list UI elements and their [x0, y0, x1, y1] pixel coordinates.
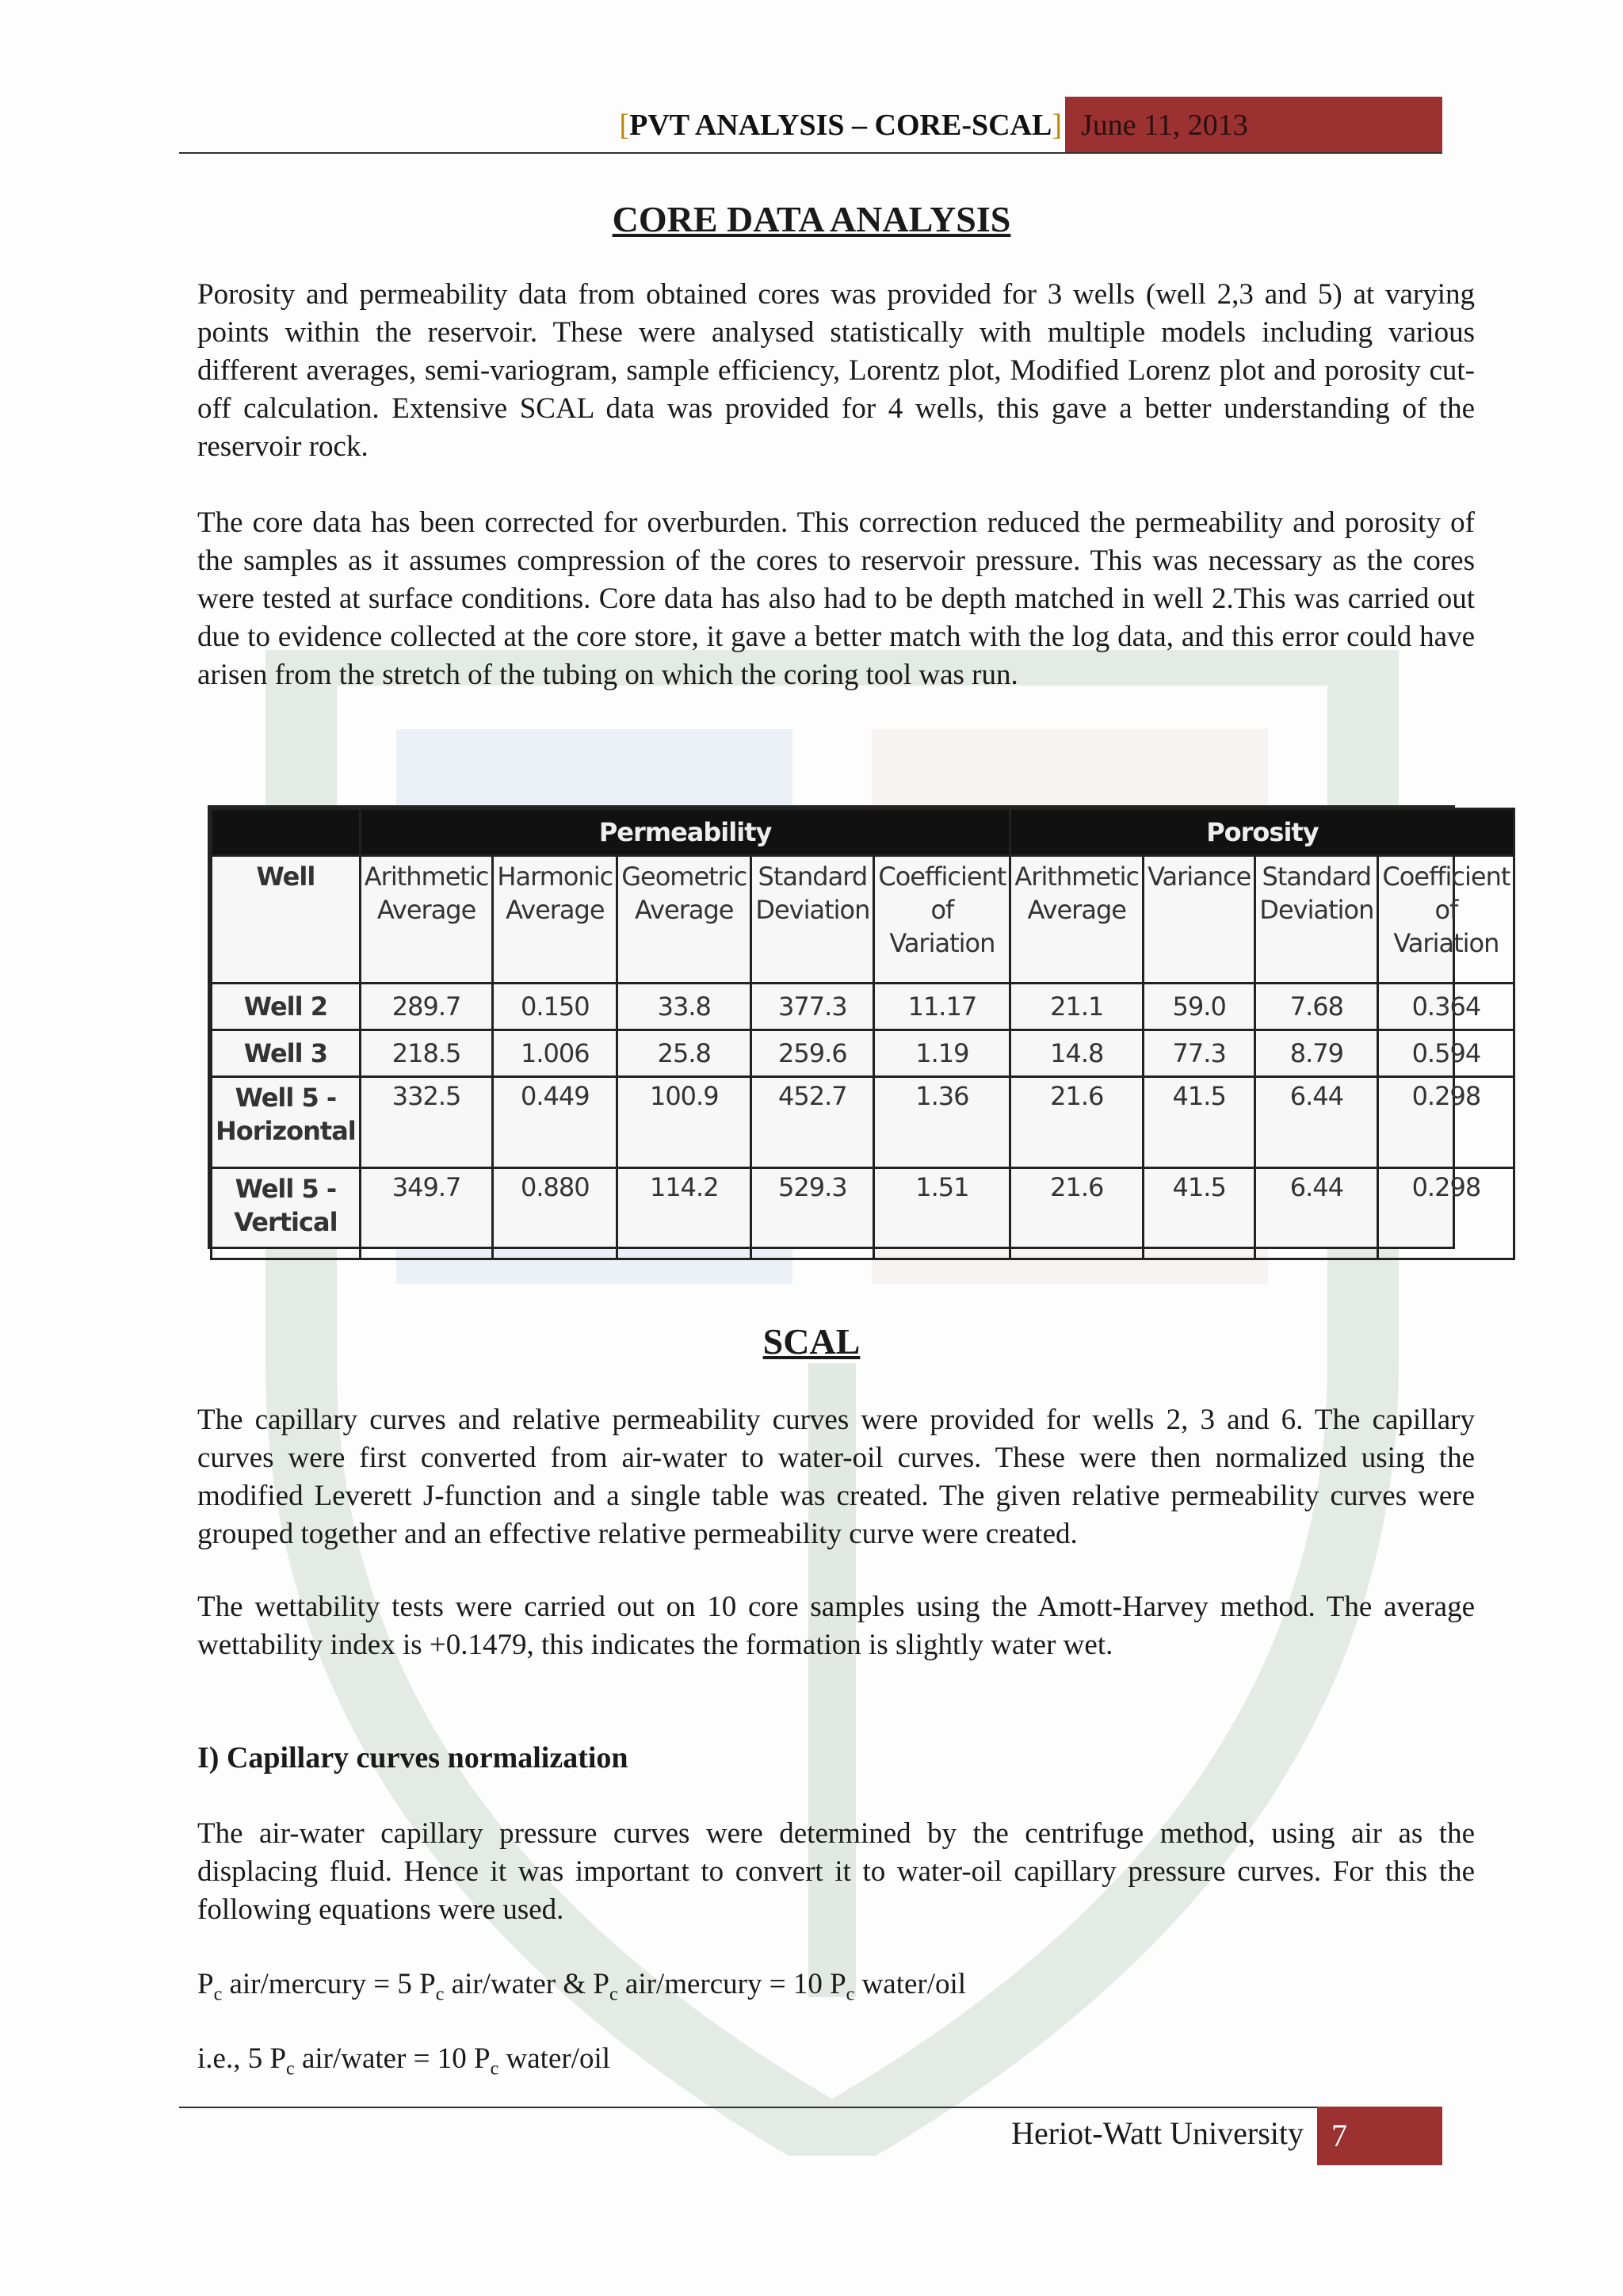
- table-cell: 289.7: [360, 984, 493, 1030]
- table-cell: 0.449: [493, 1077, 617, 1168]
- table-cell: 6.44: [1255, 1077, 1378, 1168]
- paragraph-wettability: The wettability tests were carried out on 10 core samples using the Amott-Harvey method. The average wettability index is +0.1479, this indicates the formation is slightly water wet.: [197, 1591, 1475, 1661]
- row-well-label: Well 2: [212, 984, 361, 1030]
- table-cell: 8.79: [1255, 1030, 1378, 1077]
- table-cell: 33.8: [617, 984, 751, 1030]
- table-cell: 0.298: [1378, 1168, 1514, 1259]
- table-cell: 41.5: [1144, 1168, 1255, 1259]
- table-cell: 259.6: [751, 1030, 874, 1077]
- table-cell: 1.19: [874, 1030, 1010, 1077]
- table-cell: 0.594: [1378, 1030, 1514, 1077]
- table-row: [212, 1030, 1514, 1077]
- header-date: June 11, 2013: [1065, 97, 1442, 154]
- table-cell: 7.68: [1255, 984, 1378, 1030]
- table-cell: 529.3: [751, 1168, 874, 1259]
- column-header: Arithmetic Average: [1010, 856, 1144, 984]
- table-cell: 0.298: [1378, 1077, 1514, 1168]
- row-well-label: Well 3: [212, 1030, 361, 1077]
- table-cell: 41.5: [1144, 1077, 1255, 1168]
- table-cell: 14.8: [1010, 1030, 1144, 1077]
- table-cell: 0.364: [1378, 984, 1514, 1030]
- equation-mercury-relation: $P_c$ air/mercury = 5 $P_c$ air/water & $P_c$ air/mercury = 10 $P_c$ water/oil: [197, 1968, 967, 2005]
- group-header-porosity: Porosity: [1010, 809, 1514, 856]
- core-statistics-table: [208, 805, 1510, 1249]
- table-row: [212, 1168, 1514, 1259]
- column-header: Variance: [1144, 856, 1255, 984]
- row-well-label: Well 5 - Vertical: [212, 1168, 361, 1259]
- column-header: Standard Deviation: [1255, 856, 1378, 984]
- footer-university: Heriot-Watt University: [1011, 2115, 1304, 2151]
- footer-divider: [179, 2107, 1442, 2108]
- table-cell: 100.9: [617, 1077, 751, 1168]
- paragraph-capillary-conversion: The air-water capillary pressure curves were determined by the centrifuge method, using air as the displacing fluid. Hence it was important to convert it to water-oil capillary pressure curves. For this the following equations were used.: [197, 1817, 1475, 1926]
- table-cell: 59.0: [1144, 984, 1255, 1030]
- group-header-permeability: Permeability: [360, 809, 1010, 856]
- table-cell: 77.3: [1144, 1030, 1255, 1077]
- table-cell: 1.006: [493, 1030, 617, 1077]
- table-cell: 452.7: [751, 1077, 874, 1168]
- table-cell: 11.17: [874, 984, 1010, 1030]
- page-number: 7: [1317, 2107, 1442, 2165]
- table-row: [212, 1077, 1514, 1168]
- table-cell: 114.2: [617, 1168, 751, 1259]
- header-divider: [179, 152, 1442, 154]
- section-title-scal: SCAL: [762, 1321, 861, 1362]
- column-header: Coefficient of Variation: [874, 856, 1010, 984]
- table-cell: 377.3: [751, 984, 874, 1030]
- paragraph-scal-curves: The capillary curves and relative permeability curves were provided for wells 2, 3 and 6. The capillary curves were first converted from air-water to water-oil curves. These were then normalized using the modified Leverett J-function and a single table was created. The given relative permeability curves were grouped together and an effective relative permeability curve were created.: [197, 1404, 1475, 1550]
- column-header: Geometric Average: [617, 856, 751, 984]
- table-cell: 349.7: [360, 1168, 493, 1259]
- table-cell: 1.36: [874, 1077, 1010, 1168]
- table-cell: 21.1: [1010, 984, 1144, 1030]
- table-cell: 0.150: [493, 984, 617, 1030]
- paragraph-core-correction: The core data has been corrected for overburden. This correction reduced the permeability and porosity of the samples as it assumes compression of the cores to reservoir pressure. This was necessary as the cores were tested at surface conditions. Core data has also had to be depth matched in well 2.This was carried out due to evidence collected at the core store, it gave a better match with the log data, and this error could have arisen from the stretch of the tubing on which the coring tool was run.: [197, 506, 1475, 691]
- subheading-capillary-normalization: I) Capillary curves normalization: [197, 1741, 628, 1775]
- table-cell: 25.8: [617, 1030, 751, 1077]
- column-header: Arithmetic Average: [360, 856, 493, 984]
- row-well-label: Well 5 - Horizontal: [212, 1077, 361, 1168]
- table-cell: 21.6: [1010, 1168, 1144, 1259]
- table-cell: 218.5: [360, 1030, 493, 1077]
- column-header: Harmonic Average: [493, 856, 617, 984]
- column-header: Coefficient of Variation: [1378, 856, 1514, 984]
- table-cell: 21.6: [1010, 1077, 1144, 1168]
- column-header: Well: [212, 856, 361, 984]
- column-header: Standard Deviation: [751, 856, 874, 984]
- table-row: [212, 984, 1514, 1030]
- section-title-core-data: CORE DATA ANALYSIS: [612, 199, 1011, 239]
- table-cell: 1.51: [874, 1168, 1010, 1259]
- equation-water-oil-relation: i.e., 5 $P_c$ air/water = 10 $P_c$ water/oil: [197, 2042, 611, 2080]
- table-cell: 332.5: [360, 1077, 493, 1168]
- table-cell: 6.44: [1255, 1168, 1378, 1259]
- table-cell: 0.880: [493, 1168, 617, 1259]
- header-title: [PVT ANALYSIS – CORE-SCAL]: [619, 109, 1062, 142]
- table-corner: [212, 809, 361, 856]
- paragraph-core-intro: Porosity and permeability data from obtained cores was provided for 3 wells (well 2,3 and 5) at varying points within the reservoir. These were analysed statistically with multiple models including various different averages, semi-variogram, sample efficiency, Lorentz plot, Modified Lorenz plot and porosity cut-off calculation. Extensive SCAL data was provided for 4 wells, this gave a better understanding of the reservoir rock.: [197, 278, 1475, 463]
